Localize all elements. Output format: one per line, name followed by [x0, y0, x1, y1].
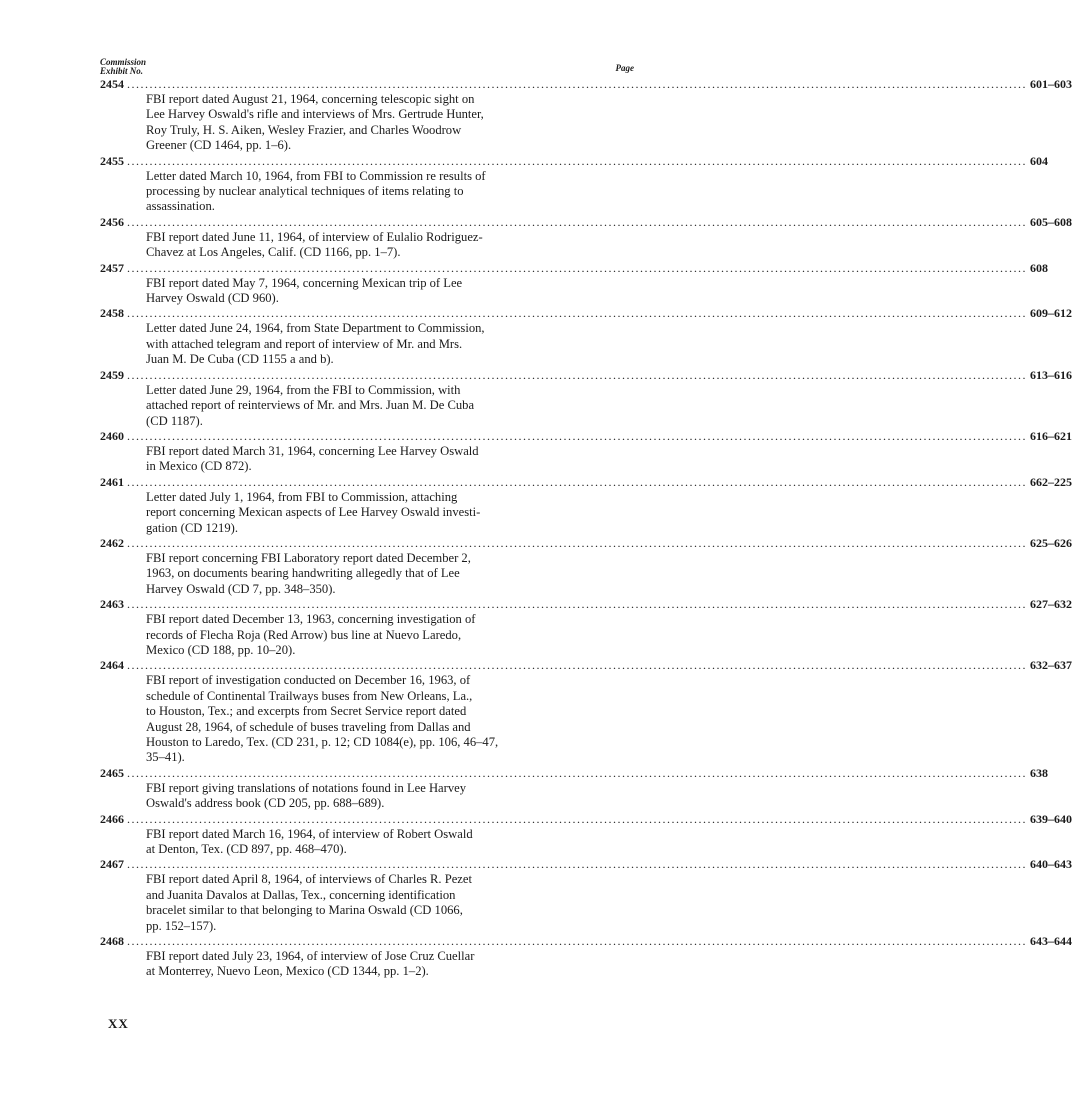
exhibit-number-line: [100, 474, 1072, 490]
exhibit-description: FBI report dated April 8, 1964, of interviews of Charles R. Pezet and Juanita Davalos at Dallas, Tex., concerning identification bracelet similar to that belonging to Marina Oswald (CD 1066, pp. 152–157).: [146, 872, 472, 933]
exhibit-number-line: [100, 77, 1072, 92]
exhibit-number: 2466: [100, 811, 124, 826]
exhibit-description: FBI report dated March 16, 1964, of interview of Robert Oswald at Denton, Tex. (CD 897, pp. 468–470).: [146, 826, 473, 857]
exhibit-description: FBI report dated December 13, 1963, concerning investigation of records of Flecha Roja (Red Arrow) bus line at Nuevo Laredo, Mexico (CD 188, pp. 10–20).: [146, 612, 476, 657]
exhibit-entry: [100, 77, 1072, 154]
exhibit-description: FBI report dated May 7, 1964, concerning Mexican trip of Lee Harvey Oswald (CD 960).: [146, 275, 463, 306]
dot-leader: ........................................................................................................................................................................................................: [127, 214, 1027, 229]
exhibit-number: 2459: [100, 367, 124, 382]
dot-leader: ........................................................................................................................................................................................................: [127, 857, 1027, 872]
dot-leader: ........................................................................................................................................................................................................: [127, 765, 1027, 780]
exhibit-pages: 608: [1030, 260, 1048, 275]
exhibit-entry: [100, 658, 1072, 765]
exhibit-number-line: [100, 260, 1048, 276]
exhibit-number-line: [100, 934, 1072, 949]
exhibit-description: Letter dated March 10, 1964, from FBI to Commission re results of processing by nuclear analytical techniques of items relating to assassination.: [146, 168, 486, 214]
exhibit-list: [100, 77, 1072, 980]
exhibit-description: FBI report dated August 21, 1964, concerning telescopic sight on Lee Harvey Oswald's rifle and interviews of Mrs. Gertrude Hunter, Roy Truly, H. S. Aiken, Wesley Frazier, and Charles Woodrow Greener (CD 1464, pp. 1–6).: [146, 92, 484, 153]
exhibit-number-line: [100, 428, 1072, 444]
exhibit-pages: 643–644: [1030, 934, 1072, 949]
dot-leader: ........................................................................................................................................................................................................: [127, 153, 1027, 168]
exhibit-entry: [100, 153, 1048, 215]
exhibit-number: 2468: [100, 934, 124, 949]
exhibit-entry: [100, 857, 1072, 934]
exhibit-pages: 638: [1030, 765, 1048, 780]
exhibit-pages: 627–632: [1030, 597, 1072, 612]
exhibit-description: FBI report dated March 31, 1964, concerning Lee Harvey Oswald in Mexico (CD 872).: [146, 443, 479, 474]
dot-leader: ........................................................................................................................................................................................................: [127, 597, 1027, 612]
exhibit-number: 2457: [100, 260, 124, 275]
dot-leader: ........................................................................................................................................................................................................: [127, 428, 1027, 443]
dot-leader: ........................................................................................................................................................................................................: [127, 77, 1027, 91]
page-column-heading: Page: [615, 63, 634, 73]
exhibit-description: Letter dated June 29, 1964, from the FBI to Commission, with attached report of reinterviews of Mr. and Mrs. Juan M. De Cuba (CD 1187).: [146, 382, 475, 428]
exhibit-description: FBI report concerning FBI Laboratory report dated December 2, 1963, on documents bearing handwriting allegedly that of Lee Harvey Oswald (CD 7, pp. 348–350).: [146, 550, 471, 596]
exhibit-number: 2455: [100, 153, 124, 168]
exhibit-number: 2462: [100, 535, 124, 550]
exhibit-description: FBI report of investigation conducted on December 16, 1963, of schedule of Continental Trailways buses from New Orleans, La., to Houston, Tex.; and excerpts from Secret Service report dated August 28, 1964, of schedule of buses traveling from Dallas and Houston to Laredo, Tex. (CD 231, p. 12; CD 1084(e), pp. 106, 46–47, 35–41).: [146, 673, 499, 765]
exhibit-entry: [100, 306, 1072, 367]
exhibit-entry: [100, 367, 1072, 429]
exhibit-number-line: [100, 535, 1072, 551]
page-number: XX: [108, 1016, 129, 1031]
exhibit-pages: 609–612: [1030, 306, 1072, 321]
exhibit-number-line: [100, 153, 1048, 169]
exhibit-number: 2456: [100, 214, 124, 229]
exhibit-entry: [100, 260, 1048, 307]
exhibit-pages: 625–626: [1030, 535, 1072, 550]
exhibit-pages: 616–621: [1030, 428, 1072, 443]
dot-leader: ........................................................................................................................................................................................................: [127, 367, 1027, 382]
exhibit-number: 2461: [100, 474, 124, 489]
exhibit-pages: 639–640: [1030, 811, 1072, 826]
exhibit-number-line: [100, 811, 1072, 827]
exhibit-number: 2467: [100, 857, 124, 872]
exhibit-pages: 662–225: [1030, 474, 1072, 489]
exhibit-pages: 613–616: [1030, 367, 1072, 382]
exhibit-pages: 640–643: [1030, 857, 1072, 872]
exhibit-entry: [100, 597, 1072, 658]
heading-line-2: Exhibit No.: [100, 65, 144, 76]
exhibit-number-line: [100, 857, 1072, 872]
exhibit-number-line: [100, 367, 1072, 383]
exhibit-number-line: [100, 214, 1072, 230]
exhibit-entry: [100, 428, 1072, 475]
exhibit-number-line: [100, 306, 1072, 321]
exhibit-entry: [100, 214, 1072, 261]
exhibit-pages: 601–603: [1030, 77, 1072, 91]
exhibit-description: FBI report dated June 11, 1964, of interview of Eulalio Rodriguez- Chavez at Los Angeles, Calif. (CD 1166, pp. 1–7).: [146, 229, 483, 260]
exhibit-pages: 604: [1030, 153, 1048, 168]
exhibit-number-line: [100, 765, 1048, 781]
dot-leader: ........................................................................................................................................................................................................: [127, 934, 1027, 949]
exhibit-description: Letter dated June 24, 1964, from State Department to Commission, with attached telegram and report of interview of Mr. and Mrs. Juan M. De Cuba (CD 1155 a and b).: [146, 321, 485, 367]
exhibit-number: 2464: [100, 658, 124, 673]
dot-leader: ........................................................................................................................................................................................................: [127, 535, 1027, 550]
exhibit-number: 2465: [100, 765, 124, 780]
exhibit-number: 2460: [100, 428, 124, 443]
exhibit-entry: [100, 474, 1072, 536]
commission-exhibit-heading: [100, 58, 146, 75]
exhibit-description: Letter dated July 1, 1964, from FBI to Commission, attaching report concerning Mexican aspects of Lee Harvey Oswald investi- gation (CD 1219).: [146, 489, 481, 535]
dot-leader: ........................................................................................................................................................................................................: [127, 306, 1027, 321]
exhibit-entry: [100, 535, 1072, 597]
exhibit-entry: [100, 934, 1072, 980]
dot-leader: ........................................................................................................................................................................................................: [127, 811, 1027, 826]
dot-leader: ........................................................................................................................................................................................................: [127, 474, 1027, 489]
heading-line-1: Commission: [100, 57, 147, 67]
exhibit-number: 2458: [100, 306, 124, 321]
exhibit-description: FBI report giving translations of notations found in Lee Harvey Oswald's address book (CD 205, pp. 688–689).: [146, 780, 467, 811]
exhibit-pages: 632–637: [1030, 658, 1072, 673]
exhibit-number: 2454: [100, 77, 124, 91]
exhibit-pages: 605–608: [1030, 214, 1072, 229]
exhibit-entry: [100, 811, 1072, 858]
exhibit-number: 2463: [100, 597, 124, 612]
exhibit-description: FBI report dated July 23, 1964, of interview of Jose Cruz Cuellar at Monterrey, Nuevo Leon, Mexico (CD 1344, pp. 1–2).: [146, 949, 475, 979]
exhibit-number-line: [100, 658, 1072, 673]
exhibit-entry: [100, 765, 1048, 812]
dot-leader: ........................................................................................................................................................................................................: [127, 658, 1027, 673]
dot-leader: ........................................................................................................................................................................................................: [127, 260, 1027, 275]
exhibit-number-line: [100, 597, 1072, 612]
